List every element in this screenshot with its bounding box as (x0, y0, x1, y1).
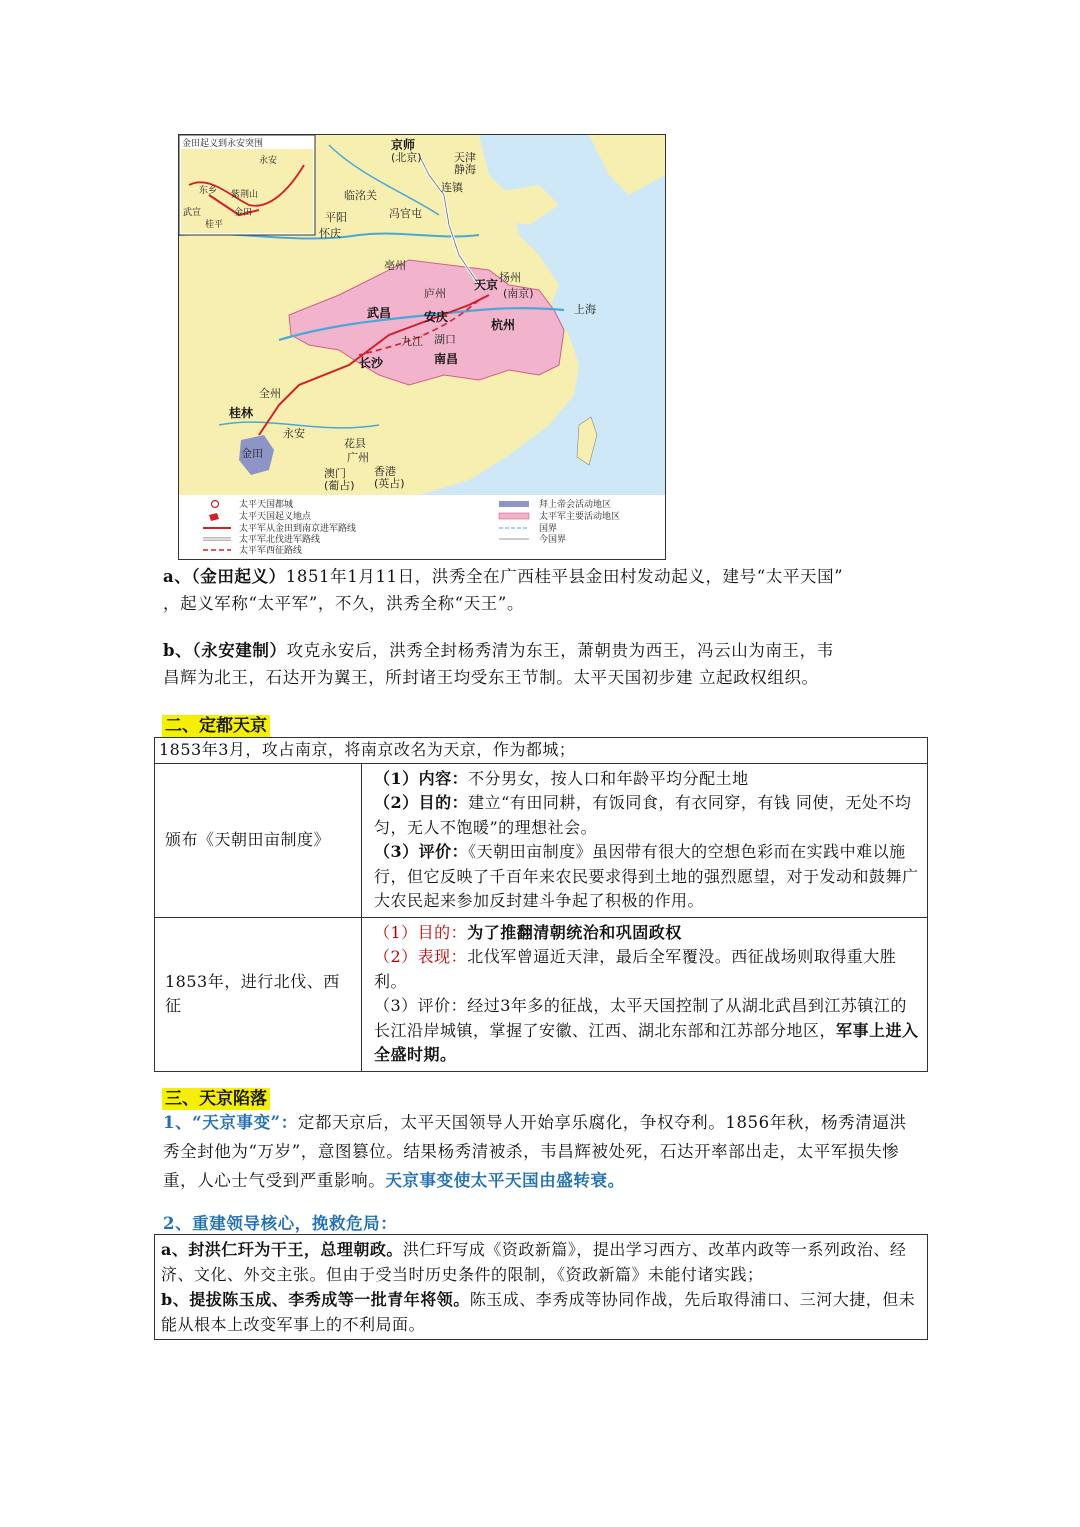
inset-label: 紫荆山 (231, 190, 259, 200)
table-row (155, 738, 928, 764)
sec3-2-a-bold: a、封洪仁玕为干王，总理朝政。 (161, 1240, 403, 1259)
place-label: 冯官屯 (389, 207, 422, 220)
heading-2 (162, 711, 270, 736)
pink-area-legend-icon (499, 513, 529, 519)
table-row (155, 917, 928, 1071)
place-label: 天京 (474, 278, 499, 292)
inset-label: 武宣 (183, 208, 202, 218)
heading-2-text: 二、定都天京 (162, 715, 270, 737)
section-b-text2: 昌辉为北王，石达开为翼王，所封诸王均受东王节制。太平天国初步建 立起政权组织。 (163, 668, 819, 687)
section-b (163, 637, 923, 691)
inset-label: 永安 (259, 156, 278, 166)
item-label: （1）内容： (374, 768, 469, 788)
place-label: 天津 (454, 151, 476, 164)
taiping-map (178, 134, 666, 560)
sec3-2-item-b (161, 1287, 921, 1337)
place-label: 长沙 (359, 356, 384, 370)
blue-area-legend-icon (499, 501, 529, 507)
place-label: 澳门 (324, 467, 346, 480)
sec3-1-tail: 天京事变使太平天国由盛转衰。 (385, 1171, 625, 1190)
place-label: 金田 (241, 447, 263, 460)
inset-label: 金田 (234, 208, 253, 218)
row1-item (374, 767, 919, 792)
section-b-text1: 攻克永安后，洪秀全封杨秀清为东王，萧朝贵为西王，冯云山为南王，韦 (286, 641, 834, 660)
inset-label: 桂平 (205, 220, 224, 230)
legend-label: 太平军从金田到南京进军路线 (239, 524, 357, 534)
place-label: 亳州 (384, 259, 406, 272)
place-label: 广州 (347, 451, 369, 464)
item-text: 经过3年多的征战，太平天国控制了从湖北武昌到江苏镇江的长江沿岸城镇，掌握了安徽、江西、湖北东部和江苏部分地区， (374, 996, 907, 1040)
place-label: 花县 (344, 437, 366, 450)
item-label: （2）目的： (374, 793, 469, 812)
place-label: (南京) (503, 287, 534, 300)
place-label: 全州 (259, 387, 281, 400)
place-label: 湖口 (434, 333, 456, 346)
place-label: 扬州 (499, 271, 521, 284)
row1-right-cell (362, 763, 928, 917)
item-text: 《天朝田亩制度》虽因带有很大的空想色彩而在实践中难以施行，但它反映了千百年来农民要求得到土地的强烈愿望，对于发动和鼓舞广大农民起来参加反封建斗争起了积极的作用。 (374, 842, 919, 910)
section-a (163, 563, 923, 617)
section-3-2-heading (163, 1210, 397, 1234)
section-b-title: （永安建制） (192, 641, 287, 660)
item-label: （3）评价： (374, 842, 469, 861)
place-label: (英占) (374, 477, 405, 490)
sec3-2-b-text: 陈玉成、李秀成等协同作战，先后取得浦口、三河大捷，但未能从根本上改变军事上的不利局面。 (161, 1290, 916, 1334)
sec3-2-label: 2、重建领导核心，挽救危局： (163, 1214, 398, 1233)
inset-label: 东乡 (199, 186, 218, 196)
legend-label: 太平天国起义地点 (239, 512, 312, 522)
item-label: （3）评价： (374, 996, 468, 1015)
section-a-title: （金田起义） (191, 567, 286, 586)
place-label: 桂林 (229, 406, 254, 420)
item-text: 北伐军曾逼近天津，最后全军覆没。西征战场则取得重大胜利。 (374, 947, 897, 991)
item-label: （2）表现： (374, 947, 468, 966)
row1-item (374, 840, 919, 914)
section-b-prefix: b、 (163, 641, 193, 660)
heading-3 (162, 1084, 270, 1109)
heading-3-text: 三、天京陷落 (162, 1088, 270, 1110)
sec3-2-a-text: 洪仁玕写成《资政新篇》，提出学习西方、改革内政等一系列政治、经济、文化、外交主张。但由于受当时历史条件的限制，《资政新篇》未能付诸实践； (161, 1240, 907, 1284)
place-label: 临洺关 (344, 189, 377, 202)
table-row (155, 763, 928, 917)
sec3-2-item-a (161, 1237, 921, 1287)
place-label: 杭州 (491, 318, 516, 332)
item-text: 不分男女，按人口和年龄平均分配土地 (468, 768, 749, 788)
item-label: （1）目的： (374, 922, 468, 942)
section-b-line1 (163, 637, 923, 664)
place-label: 九江 (401, 335, 423, 348)
legend-label: 拜上帝会活动地区 (539, 500, 612, 510)
item-text: 建立“有田同耕，有饭同食，有衣同穿，有钱 同使，无处不均匀，无人不饱暖”的理想社会。 (374, 793, 912, 837)
table-2 (154, 737, 928, 1072)
sec3-1-text: 定都天京后，太平天国领导人开始享乐腐化，争权夺利。1856年秋，杨秀清逼洪秀全封他为“万岁”，意图篡位。结果杨秀清被杀，韦昌辉被处死，石达开率部出走，太平军损失惨重，人心士气受到严重影响。 (163, 1113, 907, 1190)
row2-right-cell (362, 917, 928, 1071)
section-3-1 (163, 1108, 923, 1195)
legend-label: 太平军北伐进军路线 (239, 535, 321, 545)
legend-label: 太平军西征路线 (239, 546, 303, 556)
row1-item (374, 791, 919, 840)
table-top-cell: 1853年3月，攻占南京，将南京改名为天京，作为都城； (155, 738, 928, 764)
row2-left-cell: 1853年，进行北伐、西征 (155, 917, 362, 1071)
legend-label: 今国界 (539, 535, 567, 545)
legend-label: 太平天国都城 (239, 500, 294, 510)
section-a-prefix: a、 (163, 567, 192, 586)
place-label: 怀庆 (319, 227, 341, 240)
place-label: (葡占) (324, 479, 355, 492)
inset-title: 金田起义到永安突围 (182, 139, 264, 149)
place-label: 连镇 (441, 181, 463, 194)
place-label: 庐州 (424, 287, 446, 300)
row1-left-cell: 颁布《天朝田亩制度》 (155, 763, 362, 917)
sec3-1-label: 1、“天京事变”： (163, 1113, 298, 1132)
place-label: 平阳 (325, 211, 347, 224)
row2-item (374, 994, 919, 1068)
legend-label: 太平军主要活动地区 (539, 512, 621, 522)
row2-item (374, 921, 919, 946)
section-a-text1: 1851年1月11日，洪秀全在广西桂平县金田村发动起义，建号“太平天国” (285, 567, 844, 586)
item-bold-tail: 军事上进入全盛时期。 (374, 1020, 919, 1064)
place-label: 武昌 (367, 306, 392, 320)
section-a-line1 (163, 563, 923, 590)
place-label: 安庆 (424, 310, 449, 324)
place-label: 永安 (283, 427, 305, 440)
place-label: 香港 (374, 465, 396, 478)
sec3-2-b-bold: b、提拔陈玉成、李秀成等一批青年将领。 (161, 1290, 470, 1309)
item-text: 为了推翻清朝统治和巩固政权 (467, 922, 682, 942)
row2-item (374, 945, 919, 994)
place-label: 静海 (454, 163, 476, 176)
place-label: (北京) (391, 151, 422, 164)
sec3-2-box (154, 1234, 928, 1340)
map-svg (179, 135, 665, 559)
place-label: 京师 (391, 138, 416, 152)
section-a-text2: ，起义军称“太平军”，不久，洪秀全称“天王”。 (163, 594, 525, 613)
place-label: 南昌 (434, 352, 459, 366)
legend-label: 国界 (539, 524, 558, 534)
place-label: 上海 (574, 303, 596, 316)
